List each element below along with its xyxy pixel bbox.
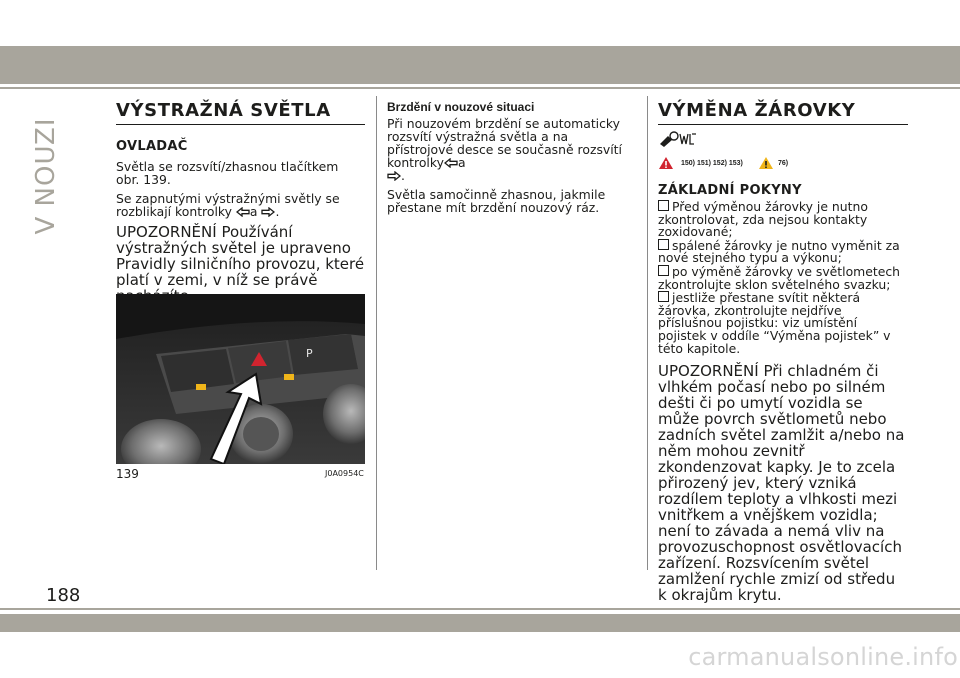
checkbox-bullet-icon [658,239,669,250]
watermark: carmanualsonline.info [688,643,958,671]
list-item [658,291,908,355]
list-item [658,265,908,291]
list-item-text: Před výměnou žárovky je nutno zkontrolovat, zda nejsou kontakty zoxidované; [658,199,868,240]
period: . [275,204,280,219]
list-item-text: po výměně žárovky ve světlometech zkontrolujte sklon světelného svazku; [658,263,901,292]
page-number: 188 [46,585,81,606]
checkbox-bullet-icon [658,265,669,276]
warning-references: 150) 151) 152) 153) [681,160,743,167]
note-label: UPOZORNĚNÍ [658,362,759,381]
figure-code: J0A0954C [325,469,364,478]
footer-bar [0,614,960,632]
list-item [658,200,908,239]
bulb-icon [658,130,698,148]
section-title: Brzdění v nouzové situaci [387,100,535,114]
paragraph [387,117,635,182]
paragraph-text: Při nouzovém brzdění se automaticky rozsvítí výstražná světla a na přístrojové desce se současně rozsvítí kontrolky [387,116,622,170]
section-title: VÝSTRAŽNÁ SVĚTLA [116,100,365,125]
basic-guidelines [658,183,908,609]
caution-icon [758,156,774,170]
paragraph: Světla se rozsvítí/zhasnou tlačítkem obr. 139. [116,159,339,187]
note [658,363,908,603]
column-hazard-lights [116,100,365,310]
footer-rule [0,608,960,610]
svg-text:P: P [306,347,313,360]
turn-left-indicator-icon [444,158,458,168]
hazard-switch-photo [116,294,365,464]
turn-right-indicator-icon [261,207,275,217]
conjunction: a [249,204,258,219]
list-item-text: jestliže přestane svítit některá žárovka, zkontrolujte nejdříve příslušnou pojistku: viz umístění pojistek v oddíle “Výměna pojistek” v této kapitole. [658,290,891,356]
figure-number: 139 [116,467,139,481]
conjunction: a [457,155,466,170]
caution-references: 76) [778,160,789,167]
hazard-warning-icon [658,156,674,170]
column-bulb-replacement [658,100,908,125]
paragraph: Světla samočinně zhasnou, jakmile přestane mít brzdění nouzový ráz. [387,187,606,215]
note [116,224,365,304]
turn-right-indicator-icon [387,171,401,181]
note-text: Při chladném či vlhkém počasí nebo po silném dešti či po umytí vozidla se může povrch světlometů nebo zadních světel zamlžit a/nebo na něm mohou zevnitř zkondenzovat kapky. Je to zcela přirozený jev, který vzniká rozdílem teploty a vlhkosti mezi vnitřkem a vnějškem vozidla; není to závada a nemá vliv na provozuschopnost osvětlovacích zařízení. Rozsvícením světel zamlžení rychle zmizí od středu k okrajům krytu. [658,362,905,605]
checkbox-bullet-icon [658,291,669,302]
section-title: VÝMĚNA ŽÁROVKY [658,100,908,125]
paragraph [116,192,365,218]
column-emergency-braking [387,100,635,220]
note-text: Používání výstražných světel je upraveno Pravidly silničního provozu, které platí v zemi, v níž se právě [116,223,365,289]
chapter-tab: V NOUZI [31,117,61,235]
subsection-title: OVLADAČ [116,139,188,154]
note-label: UPOZORNĚNÍ [116,223,217,241]
header-rule [0,87,960,89]
column-divider [647,96,648,570]
column-divider [376,96,377,570]
period: . [401,168,405,183]
turn-left-indicator-icon [236,207,250,217]
list-item-text: spálené žárovky je nutno vyměnit za nové stejného typu a výkonu; [658,237,900,266]
checkbox-bullet-icon [658,200,669,211]
list-item [658,239,908,265]
header-bar [0,46,960,84]
subsection-title: ZÁKLADNÍ POKYNY [658,183,802,198]
top-margin [0,0,960,46]
paragraph-text: Se zapnutými výstražnými světly se rozblikají kontrolky [116,191,340,219]
